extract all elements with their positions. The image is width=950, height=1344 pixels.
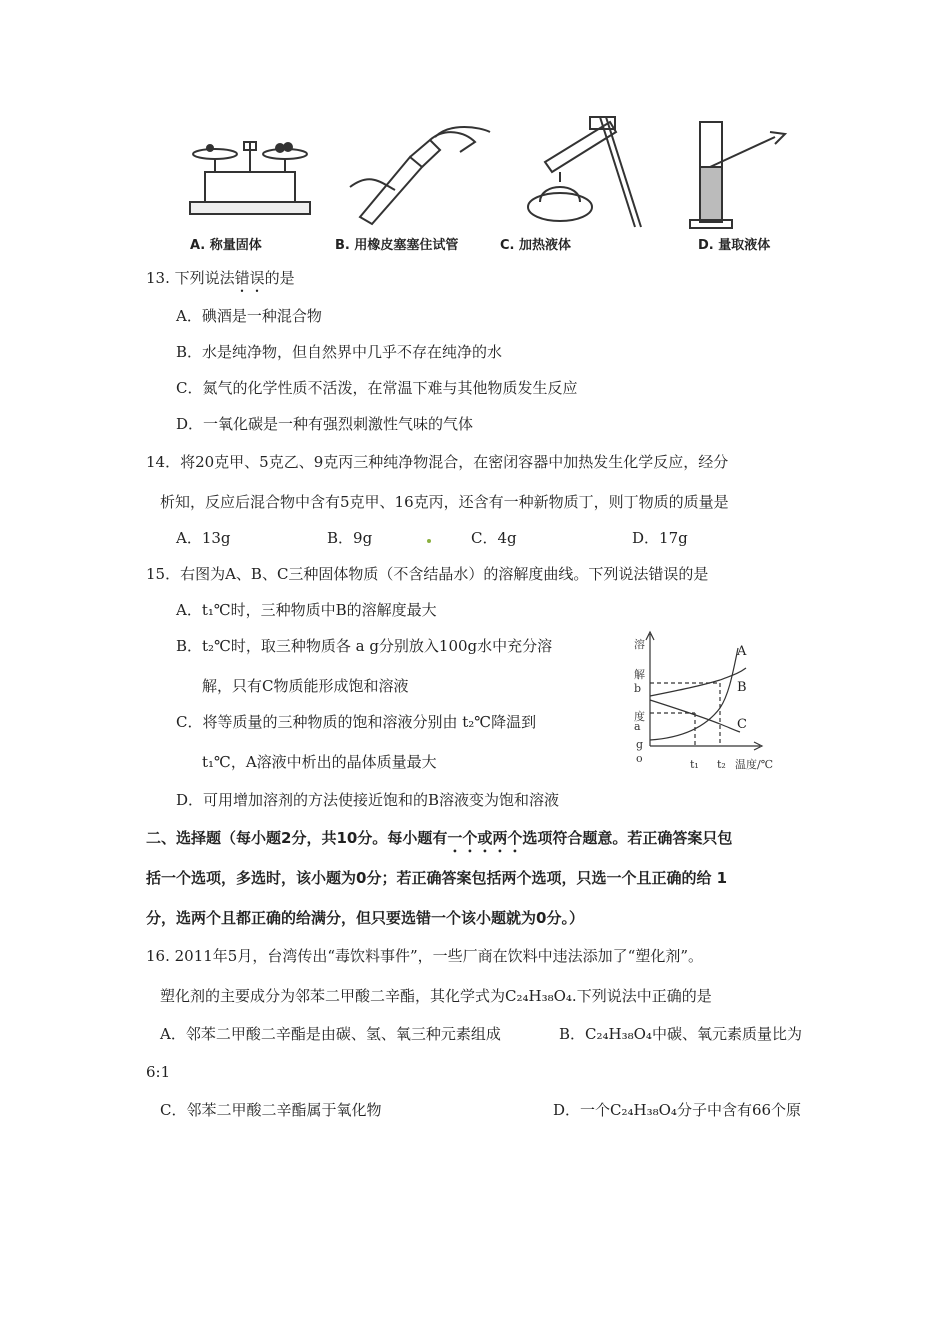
section2-line1-pre: 二、选择题（每小题2分，共10分。每小题有 — [146, 829, 448, 847]
q13-option-d: D．一氧化碳是一种有强烈刺激性气味的气体 — [176, 415, 474, 433]
q13-stem — [146, 268, 295, 296]
apparatus-drawings — [180, 112, 800, 232]
q13-stem-post: 的是 — [264, 269, 295, 287]
a-tick-label: a — [634, 720, 641, 733]
q15-stem: 15．右图为A、B、C三种固体物质（不含结晶水）的溶解度曲线。下列说法错误的是 — [146, 565, 709, 583]
q16-option-d: D．一个C₂₄H₃₈O₄分子中含有66个原 — [553, 1101, 802, 1119]
cylinder-illustration — [690, 122, 785, 228]
q15-option-c-line2: t₁℃，A溶液中析出的晶体质量最大 — [202, 753, 437, 771]
b-tick-label: b — [634, 682, 642, 695]
q13-stem-emph: 错误 — [234, 269, 265, 287]
q14-stem-line1: 14．将20克甲、5克乙、9克丙三种纯净物混合，在密闭容器中加热发生化学反应，经分 — [146, 453, 729, 471]
curve-b — [650, 668, 746, 696]
t2-label: t₂ — [717, 758, 726, 771]
curve-b-label: B — [737, 680, 747, 695]
q16-option-b-cont: 6:1 — [146, 1063, 171, 1081]
curve-c-label: C — [737, 717, 747, 732]
apparatus-figure — [180, 112, 800, 257]
caption-b: B. 用橡皮塞塞住试管 — [335, 238, 459, 253]
q15-option-b-line1: B．t₂℃时，取三种物质各 a g分别放入100g水中充分溶 — [176, 637, 553, 655]
caption-c: C. 加热液体 — [500, 238, 572, 253]
origin-label: o — [636, 752, 643, 765]
curve-a-label: A — [737, 644, 747, 659]
q16-stem-line2: 塑化剂的主要成分为邻苯二甲酸二辛酯，其化学式为C₂₄H₃₈O₄.下列说法中正确的是 — [160, 987, 712, 1005]
tube-stopper-illustration — [350, 127, 490, 224]
section2-line1-emph: 一个或两个 — [447, 829, 523, 847]
solubility-graph — [620, 628, 790, 776]
q14-option-a: A．13g — [176, 529, 231, 547]
caption-d: D. 量取液体 — [698, 238, 771, 253]
green-dot-mark — [427, 539, 431, 543]
heating-illustration — [528, 117, 641, 227]
q13-stem-pre: 13. 下列说法 — [146, 269, 235, 287]
y-unit-label: g — [636, 738, 644, 751]
q16-option-c: C．邻苯二甲酸二辛酯属于氧化物 — [160, 1101, 382, 1119]
y-label-char-3: 度 — [634, 710, 645, 723]
q14-stem-line2: 析知，反应后混合物中含有5克甲、16克丙，还含有一种新物质丁，则丁物质的质量是 — [160, 493, 729, 511]
q15-option-d: D．可用增加溶剂的方法使接近饱和的B溶液变为饱和溶液 — [176, 791, 560, 809]
q13-option-c: C．氮气的化学性质不活泼，在常温下难与其他物质发生反应 — [176, 379, 578, 397]
q16-stem-line1: 16. 2011年5月，台湾传出“毒饮料事件”，一些厂商在饮料中违法添加了“塑化剂”。 — [146, 947, 704, 965]
section2-line1 — [146, 828, 732, 856]
solubility-graph-svg — [620, 628, 790, 776]
q14-option-d: D．17g — [632, 529, 688, 547]
y-label-char-2: 解 — [634, 668, 645, 681]
t1-label: t₁ — [690, 758, 699, 771]
balance-illustration — [190, 142, 310, 214]
q15-option-b-line2: 解，只有C物质能形成饱和溶液 — [202, 677, 409, 695]
section2-line1-post: 选项符合题意。若正确答案只包 — [522, 829, 733, 847]
q15-option-c-line1: C．将等质量的三种物质的饱和溶液分别由 t₂℃降温到 — [176, 713, 537, 731]
q14-option-c: C．4g — [471, 529, 517, 547]
section2-line2: 括一个选项，多选时，该小题为0分；若正确答案包括两个选项，只选一个且正确的给 1 — [146, 869, 728, 887]
q16-option-b: B．C₂₄H₃₈O₄中碳、氧元素质量比为 — [559, 1025, 802, 1043]
q13-option-b: B．水是纯净物，但自然界中几乎不存在纯净的水 — [176, 343, 503, 361]
caption-a: A. 称量固体 — [190, 238, 262, 253]
y-label-char-1: 溶 — [634, 638, 645, 651]
section2-line3: 分，选两个且都正确的给满分，但只要选错一个该小题就为0分。） — [146, 909, 584, 927]
q13-option-a: A．碘酒是一种混合物 — [176, 307, 322, 325]
q15-option-a: A．t₁℃时，三种物质中B的溶解度最大 — [176, 601, 437, 619]
q16-option-a: A．邻苯二甲酸二辛酯是由碳、氢、氧三种元素组成 — [160, 1025, 501, 1043]
q14-option-b: B．9g — [327, 529, 373, 547]
x-axis-label: 温度/℃ — [735, 758, 774, 771]
